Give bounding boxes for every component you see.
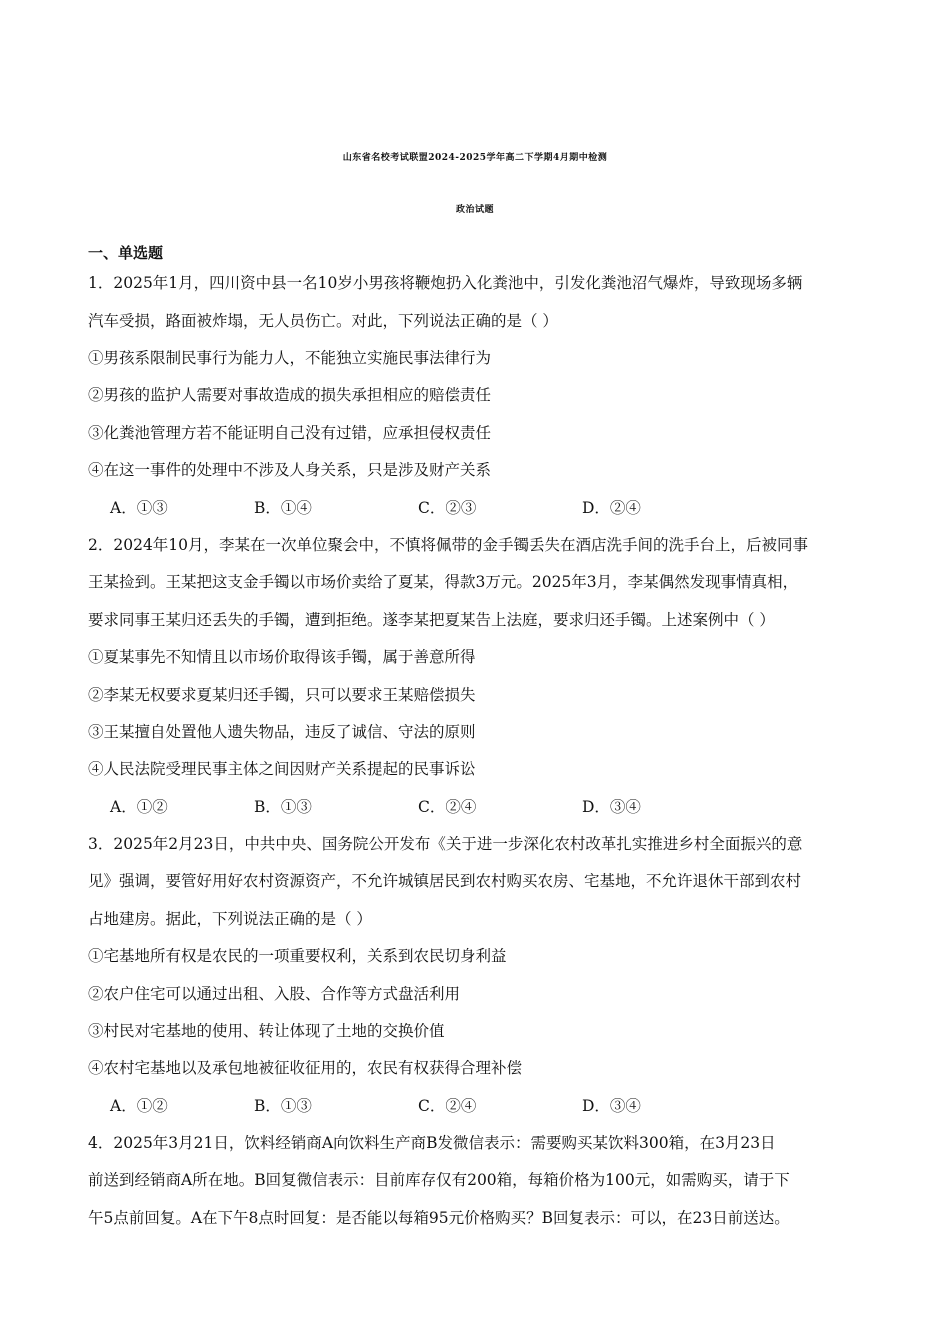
question-2-option-a[interactable]: A．①② bbox=[110, 798, 168, 816]
question-3-option-c[interactable]: C．②④ bbox=[418, 1097, 477, 1115]
question-3-option-a[interactable]: A．①② bbox=[110, 1097, 168, 1115]
question-2-statement-3: ③王某擅自处置他人遗失物品，违反了诚信、守法的原则 bbox=[88, 723, 476, 741]
question-1-option-c[interactable]: C．②③ bbox=[418, 499, 477, 517]
question-2-stem-line-3: 要求同事王某归还丢失的手镯，遭到拒绝。遂李某把夏某告上法庭，要求归还手镯。上述案例中（ ） bbox=[88, 611, 775, 629]
question-2-statement-2: ②李某无权要求夏某归还手镯，只可以要求王某赔偿损失 bbox=[88, 686, 476, 704]
question-4-stem-line-2: 前送到经销商A所在地。B回复微信表示：目前库存仅有200箱，每箱价格为100元，如需购买，请于下 bbox=[88, 1171, 790, 1189]
question-4-stem-line-3: 午5点前回复。A在下午8点时回复：是否能以每箱95元价格购买？B回复表示：可以，在23日前送达。 bbox=[88, 1209, 790, 1227]
question-3-option-d[interactable]: D．③④ bbox=[582, 1097, 641, 1115]
question-2-stem-line-2: 王某捡到。王某把这支金手镯以市场价卖给了夏某，得款3万元。2025年3月，李某偶然发现事情真相， bbox=[88, 573, 799, 591]
question-3-statement-3: ③村民对宅基地的使用、转让体现了土地的交换价值 bbox=[88, 1022, 445, 1040]
question-3-stem-line-3: 占地建房。据此，下列说法正确的是（ ） bbox=[88, 910, 372, 928]
question-1-option-d[interactable]: D．②④ bbox=[582, 499, 641, 517]
question-3-statement-1: ①宅基地所有权是农民的一项重要权利，关系到农民切身利益 bbox=[88, 947, 507, 965]
question-3-stem-line-1: 3．2025年2月23日，中共中央、国务院公开发布《关于进一步深化农村改革扎实推进乡村全面振兴的意 bbox=[88, 835, 803, 853]
question-2-option-b[interactable]: B．①③ bbox=[254, 798, 312, 816]
document-subtitle: 政治试题 bbox=[455, 205, 494, 215]
question-4-stem-line-1: 4．2025年3月21日，饮料经销商A向饮料生产商B发微信表示：需要购买某饮料300箱，在3月23日 bbox=[88, 1134, 776, 1152]
question-2-statement-1: ①夏某事先不知情且以市场价取得该手镯，属于善意所得 bbox=[88, 648, 476, 666]
question-1-option-b[interactable]: B．①④ bbox=[254, 499, 312, 517]
question-2-stem-line-1: 2．2024年10月，李某在一次单位聚会中，不慎将佩带的金手镯丢失在酒店洗手间的洗手台上，后被同事 bbox=[88, 536, 809, 554]
question-2-option-c[interactable]: C．②④ bbox=[418, 798, 477, 816]
question-3-statement-2: ②农户住宅可以通过出租、入股、合作等方式盘活利用 bbox=[88, 985, 461, 1003]
question-1-stem-line-1: 1．2025年1月，四川资中县一名10岁小男孩将鞭炮扔入化粪池中，引发化粪池沼气爆炸，导致现场多辆 bbox=[88, 274, 803, 292]
question-1-stem-line-2: 汽车受损，路面被炸塌，无人员伤亡。对此，下列说法正确的是（ ） bbox=[88, 312, 558, 330]
question-2-option-d[interactable]: D．③④ bbox=[582, 798, 641, 816]
question-3-option-b[interactable]: B．①③ bbox=[254, 1097, 312, 1115]
question-1-statement-2: ②男孩的监护人需要对事故造成的损失承担相应的赔偿责任 bbox=[88, 386, 492, 404]
question-1-statement-4: ④在这一事件的处理中不涉及人身关系，只是涉及财产关系 bbox=[88, 461, 492, 479]
question-2-statement-4: ④人民法院受理民事主体之间因财产关系提起的民事诉讼 bbox=[88, 760, 476, 778]
question-1-statement-3: ③化粪池管理方若不能证明自己没有过错，应承担侵权责任 bbox=[88, 424, 492, 442]
question-3-statement-4: ④农村宅基地以及承包地被征收征用的，农民有权获得合理补偿 bbox=[88, 1059, 523, 1077]
section-heading: 一、单选题 bbox=[88, 244, 164, 262]
question-1-option-a[interactable]: A．①③ bbox=[110, 499, 168, 517]
question-1-statement-1: ①男孩系限制民事行为能力人，不能独立实施民事法律行为 bbox=[88, 349, 492, 367]
question-3-stem-line-2: 见》强调，要管好用好农村资源资产，不允许城镇居民到农村购买农房、宅基地，不允许退休干部到农村 bbox=[88, 872, 802, 890]
document-title: 山东省名校考试联盟2024-2025学年高二下学期4月期中检测 bbox=[342, 153, 608, 163]
